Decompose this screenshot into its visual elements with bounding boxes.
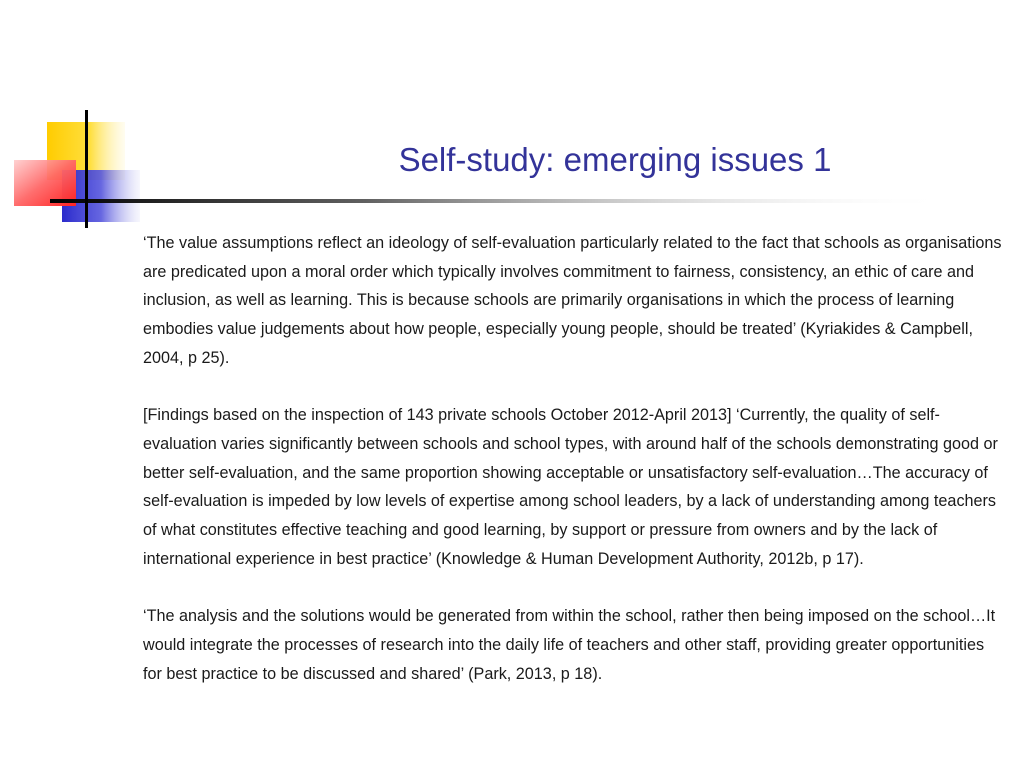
quote-paragraph-3: ‘The analysis and the solutions would be generated from within the school, rather then being imposed on the school…It would integrate the processes of research into the daily life of teachers and other staff, providing greater opportunities for best practice to be discussed and shared’ (Park, 2013, p 18).: [143, 607, 996, 683]
horizontal-rule: [50, 199, 950, 203]
slide-body: [143, 229, 1003, 688]
quote-paragraph-2: [Findings based on the inspection of 143 private schools October 2012-April 2013] ‘Currently, the quality of self-evaluation varies significantly between schools and school types, with around half of the schools demonstrating good or better self-evaluation, and the same proportion showing acceptable or unsatisfactory self-evaluation…The accuracy of self-evaluation is impeded by low levels of expertise among school leaders, by a lack of understanding among teachers of what constitutes effective teaching and good learning, by support or pressure from owners and by the lack of international experience in best practice’ (Knowledge & Human Development Authority, 2012b, p 17).: [143, 406, 998, 568]
quote-paragraph-1: ‘The value assumptions reflect an ideology of self-evaluation particularly related to the fact that schools as organisations are predicated upon a moral order which typically involves commitment to fairness, consistency, an ethic of care and inclusion, as well as learning. This is because schools are primarily organisations in which the process of learning embodies value judgements about how people, especially young people, should be treated’ (Kyriakides & Campbell, 2004, p 25).: [143, 234, 1002, 367]
vertical-rule: [85, 110, 88, 228]
decorative-graphic: [0, 0, 1024, 240]
slide-title: Self-study: emerging issues 1: [398, 141, 832, 178]
